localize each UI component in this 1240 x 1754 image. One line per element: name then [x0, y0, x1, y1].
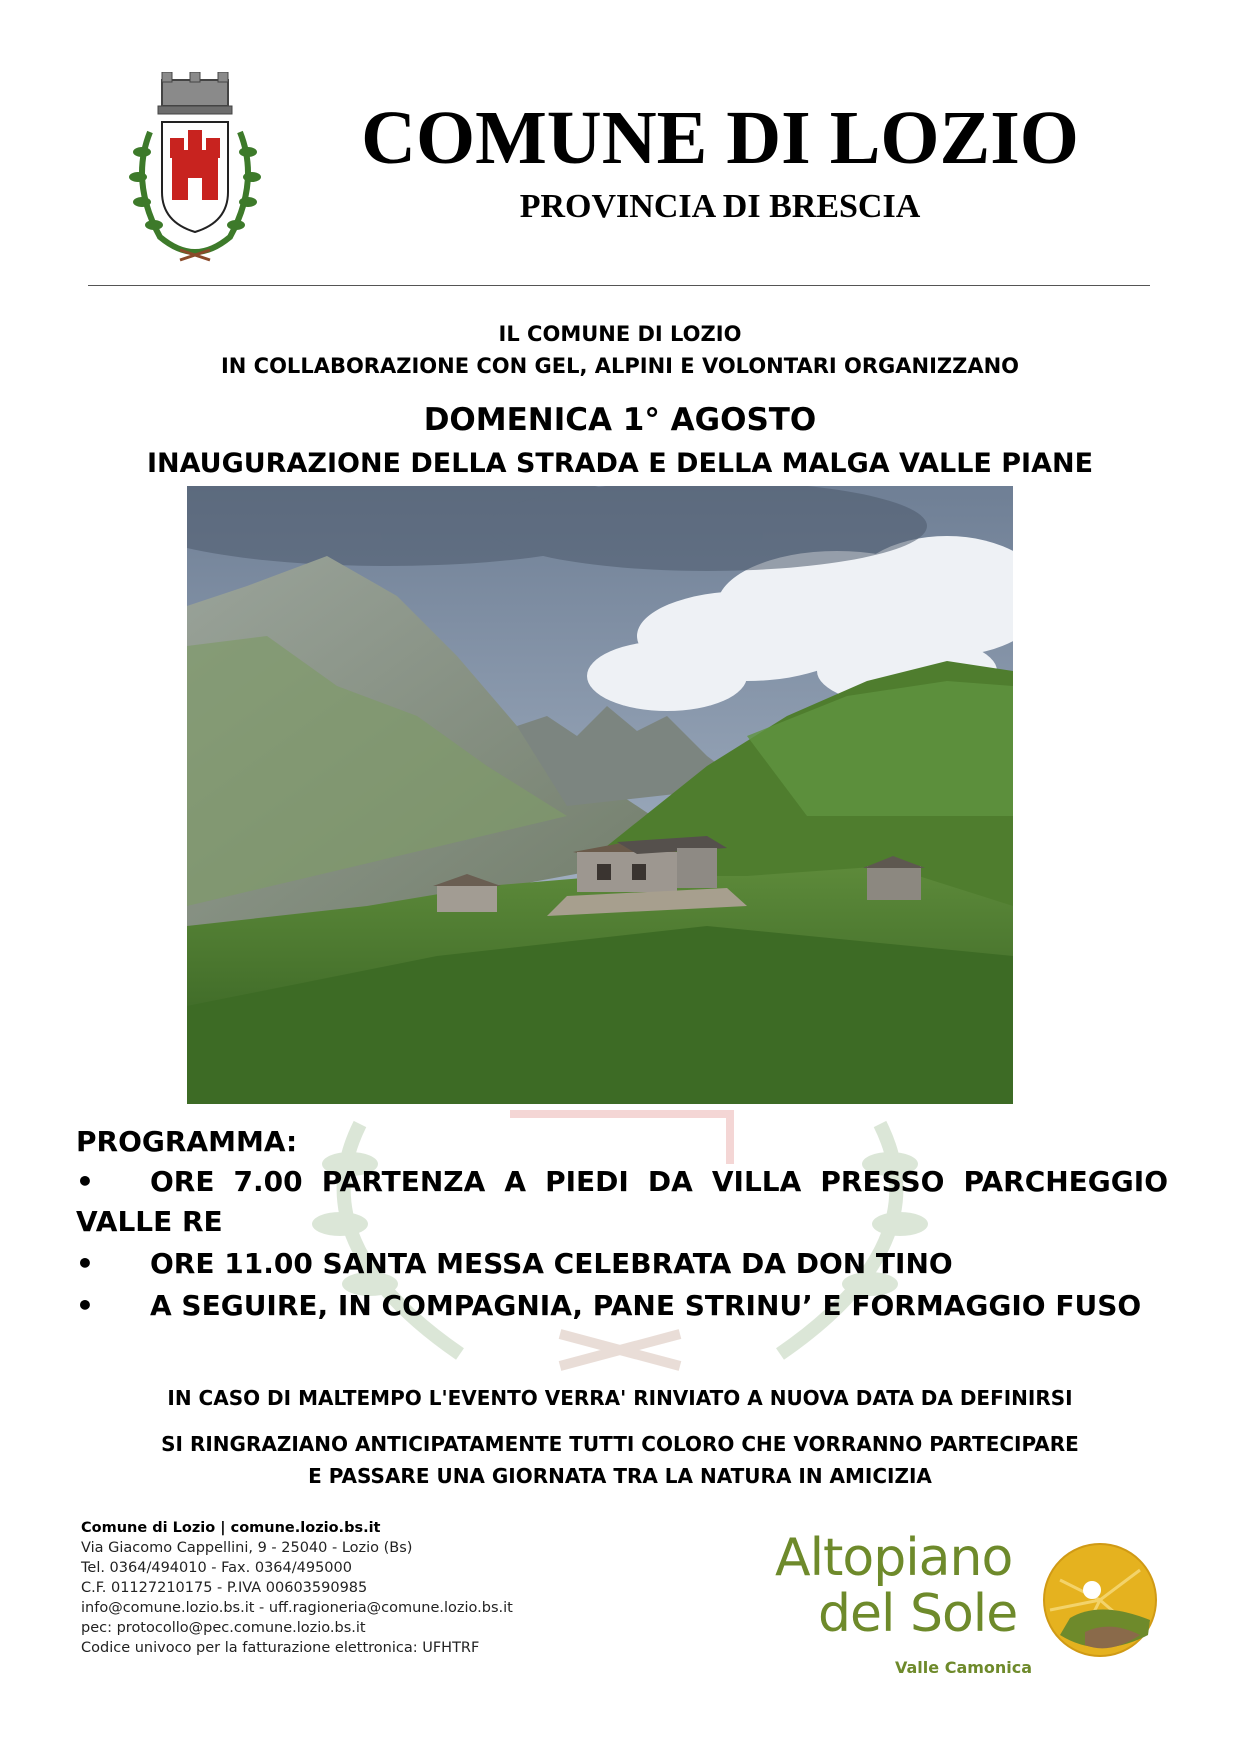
- bullet-icon: •: [76, 1165, 94, 1198]
- weather-note: IN CASO DI MALTEMPO L'EVENTO VERRA' RINVIATO A NUOVA DATA DA DEFINIRSI: [167, 1386, 1073, 1410]
- program-item-text: A SEGUIRE, IN COMPAGNIA, PANE STRINU’ E FORMAGGIO FUSO: [150, 1289, 1142, 1322]
- thanks-line-2: E PASSARE UNA GIORNATA TRA LA NATURA IN AMICIZIA: [308, 1464, 932, 1488]
- program-title: PROGRAMMA:: [76, 1125, 298, 1158]
- footer-phone: Tel. 0364/494010 - Fax. 0364/495000: [81, 1560, 352, 1576]
- logo-text-valle-camonica: Valle Camonica: [895, 1658, 1033, 1677]
- footer-address: Via Giacomo Cappellini, 9 - 25040 - Lozio (Bs): [81, 1540, 413, 1556]
- program-item: [76, 1162, 1168, 1242]
- footer-org: Comune di Lozio | comune.lozio.bs.it: [81, 1520, 381, 1536]
- logo-text-altopiano: Altopiano: [775, 1528, 1013, 1588]
- sun-logo-icon: [1040, 1540, 1160, 1660]
- program-item-text: ORE 11.00 SANTA MESSA CELEBRATA DA DON TINO: [150, 1247, 953, 1280]
- bullet-icon: •: [76, 1247, 94, 1280]
- header-divider: [88, 285, 1150, 286]
- footer-contacts: [81, 1518, 701, 1658]
- page-subtitle: PROVINCIA DI BRESCIA: [519, 188, 921, 225]
- program-item-text: ORE 7.00 PARTENZA A PIEDI DA VILLA PRESSO PARCHEGGIO VALLE RE: [76, 1165, 1168, 1238]
- coat-of-arms-icon: [120, 72, 270, 267]
- footer-tax-ids: C.F. 01127210175 - P.IVA 00603590985: [81, 1580, 368, 1596]
- event-date: DOMENICA 1° AGOSTO: [423, 402, 817, 438]
- mountain-hut-photo: [187, 486, 1013, 1104]
- page-title: COMUNE DI LOZIO: [361, 96, 1079, 180]
- footer-pec: pec: protocollo@pec.comune.lozio.bs.it: [81, 1620, 366, 1636]
- event-title: INAUGURAZIONE DELLA STRADA E DELLA MALGA VALLE PIANE: [146, 448, 1094, 479]
- footer-invoice-code: Codice univoco per la fatturazione elettronica: UFHTRF: [81, 1640, 480, 1656]
- intro-line-2: IN COLLABORAZIONE CON GEL, ALPINI E VOLONTARI ORGANIZZANO: [220, 354, 1020, 378]
- thanks-line-1: SI RINGRAZIANO ANTICIPATAMENTE TUTTI COLORO CHE VORRANNO PARTECIPARE: [161, 1432, 1079, 1456]
- logo-text-del-sole: del Sole: [818, 1584, 1018, 1644]
- program-item: [76, 1244, 1168, 1284]
- program-item: [76, 1286, 1168, 1326]
- intro-line-1: IL COMUNE DI LOZIO: [498, 322, 742, 346]
- footer-emails: info@comune.lozio.bs.it - uff.ragioneria@comune.lozio.bs.it: [81, 1600, 513, 1616]
- bullet-icon: •: [76, 1289, 94, 1322]
